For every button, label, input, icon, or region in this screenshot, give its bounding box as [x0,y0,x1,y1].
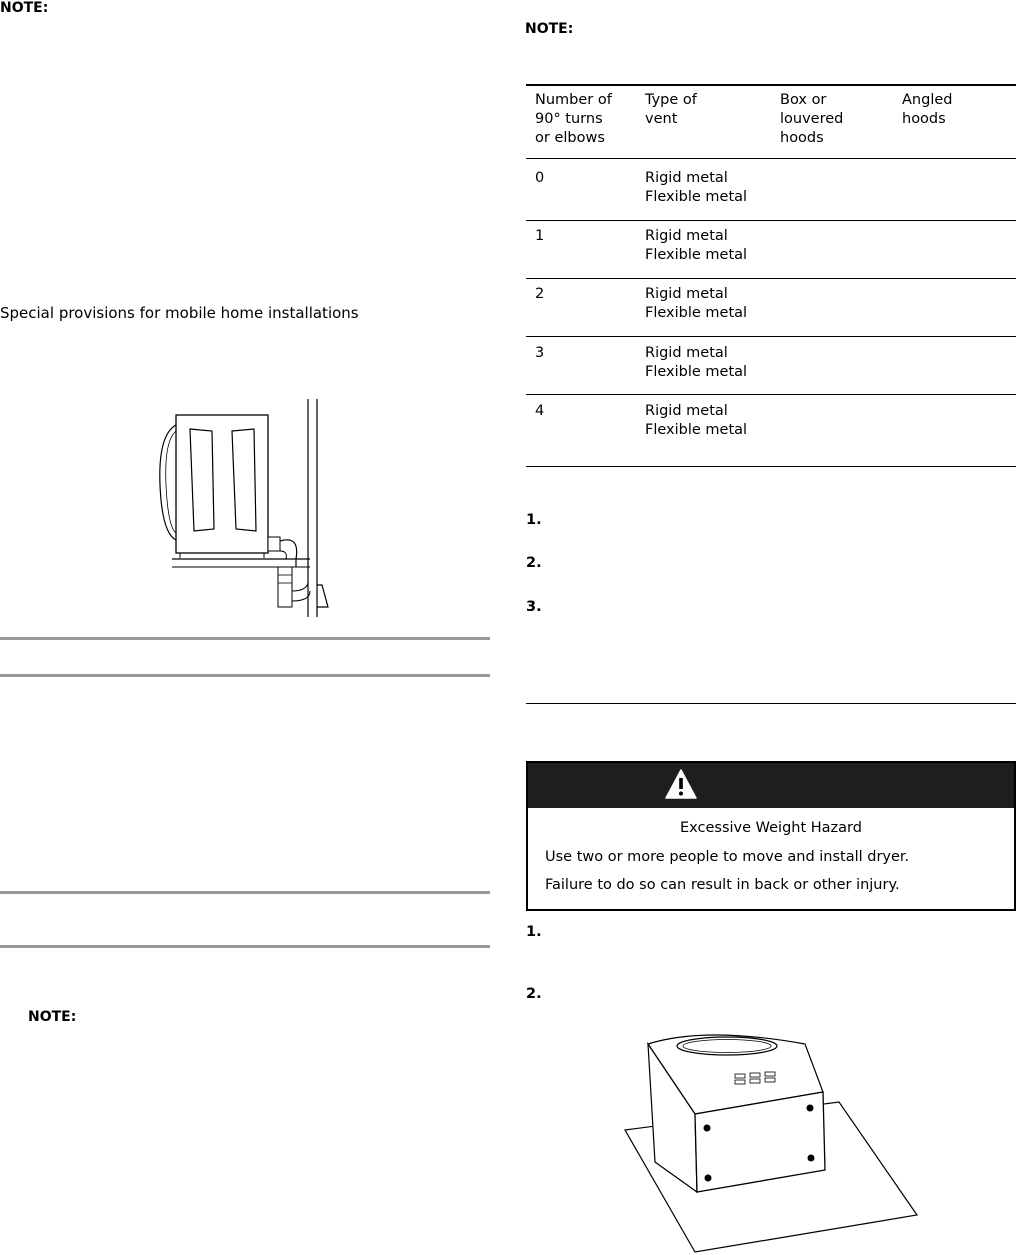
section-rule [0,945,490,948]
header-turns: Number of 90° turns or elbows [535,92,612,146]
table-row: Rigid metal Flexible metal [645,170,748,205]
table-row: Rigid metal Flexible metal [645,345,748,380]
table-bottom-rule [526,466,1016,467]
warning-line-1: Use two or more people to move and install dryer. [545,849,910,865]
step-number: 1. [526,924,542,940]
section-divider [526,703,1016,704]
dryer-on-cardboard-illustration [615,1032,920,1254]
note-label-right: NOTE: [525,21,574,37]
warning-header [528,763,1014,808]
dryer-vent-side-illustration [150,395,340,620]
header-vent-type: Type of vent [645,92,697,127]
mobile-home-provisions-heading: Special provisions for mobile home installations [0,304,359,322]
table-top-rule [526,84,1016,86]
header-rule [526,158,1016,159]
warning-triangle-icon [664,768,698,800]
row-rule [526,336,1016,337]
row-rule [526,220,1016,221]
section-rule [0,674,490,677]
step-number: 2. [526,555,542,571]
table-row: 1 [535,228,545,244]
note-label-bottom: NOTE: [28,1009,77,1025]
section-rule [0,891,490,894]
header-angled-hoods: Angled hoods [902,92,953,127]
table-row: 3 [535,345,545,361]
section-rule [0,637,490,640]
step-number: 1. [526,512,542,528]
warning-line-2: Failure to do so can result in back or other injury. [545,877,900,893]
step-number: 2. [526,986,542,1002]
table-row: Rigid metal Flexible metal [645,286,748,321]
table-row: Rigid metal Flexible metal [645,403,748,438]
header-box-hoods: Box or louvered hoods [780,92,844,146]
table-row: 0 [535,170,545,186]
table-row: 2 [535,286,545,302]
warning-title: Excessive Weight Hazard [680,820,862,836]
table-row: 4 [535,403,545,419]
row-rule [526,394,1016,395]
table-row: Rigid metal Flexible metal [645,228,748,263]
row-rule [526,278,1016,279]
step-number: 3. [526,599,542,615]
note-label-top: NOTE: [0,0,49,16]
warning-box [526,761,1016,911]
